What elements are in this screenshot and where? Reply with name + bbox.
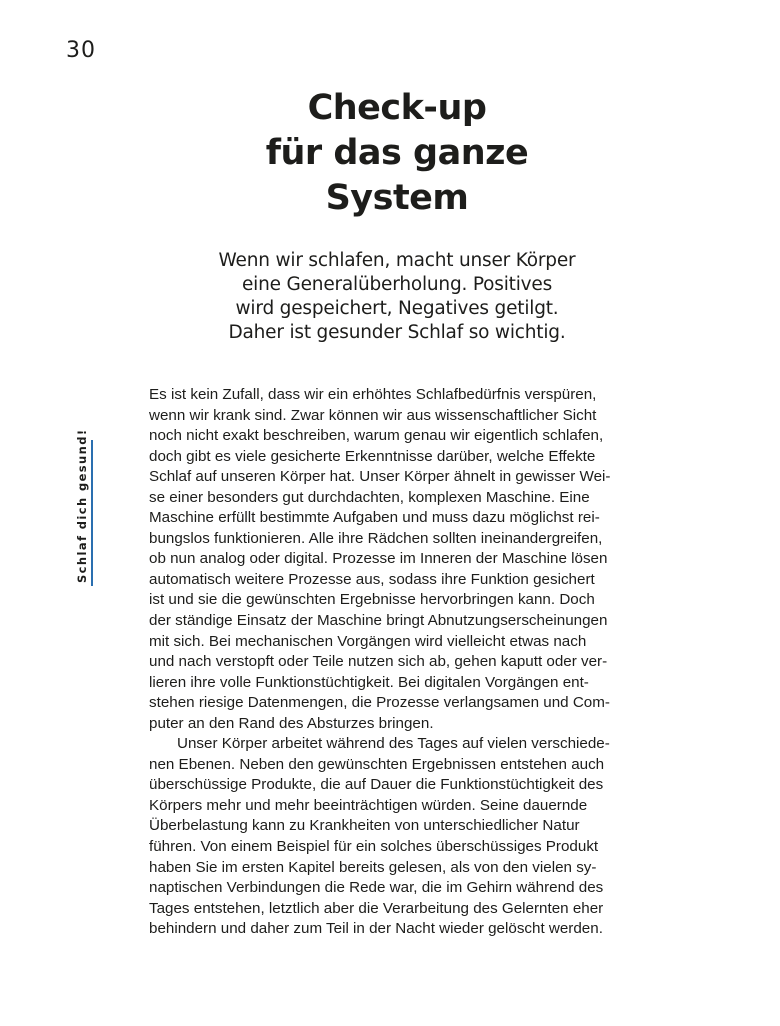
- running-head-sidebar: [72, 428, 92, 586]
- body-line: doch gibt es viele gesicherte Erkenntnisse darüber, welche Effekte: [149, 447, 596, 465]
- chapter-title-line: für das ganze: [265, 133, 529, 173]
- body-line: haben Sie im ersten Kapitel bereits gelesen, als von den vielen sy-: [149, 858, 597, 876]
- lead-line: Wenn wir schlafen, macht unser Körper: [218, 250, 576, 271]
- body-line: nen Ebenen. Neben den gewünschten Ergebnissen entstehen auch: [149, 755, 605, 773]
- lead-line: wird gespeichert, Negatives getilgt.: [235, 298, 559, 319]
- body-line: überschüssige Produkte, die auf Dauer die Funktionstüchtigkeit des: [149, 776, 604, 794]
- body-line: wenn wir krank sind. Zwar können wir aus wissenschaftlicher Sicht: [149, 406, 597, 424]
- body-line: führen. Von einem Beispiel für ein solches überschüssiges Produkt: [149, 838, 599, 856]
- chapter-title-line: Check-up: [307, 88, 487, 128]
- page-number: 30: [66, 38, 96, 63]
- body-line: mit sich. Bei mechanischen Vorgängen wird vielleicht etwas nach: [149, 632, 587, 650]
- body-line: Schlaf auf unseren Körper hat. Unser Körper ähnelt in gewisser Wei-: [149, 468, 611, 486]
- lead-line: eine Generalüberholung. Positives: [241, 274, 553, 295]
- body-paragraph-1: [149, 385, 649, 734]
- body-line: ob nun analog oder digital. Prozesse im Inneren der Maschine lösen: [149, 550, 608, 568]
- body-line: Es ist kein Zufall, dass wir ein erhöhtes Schlafbedürfnis verspüren,: [149, 386, 597, 403]
- body-line: Unser Körper arbeitet während des Tages auf vielen verschiede-: [177, 735, 610, 753]
- body-line: puter an den Rand des Absturzes bringen.: [149, 714, 434, 732]
- body-line: noch nicht exakt beschreiben, warum genau wir eigentlich schlafen,: [149, 427, 604, 445]
- body-line: Maschine erfüllt bestimmte Aufgaben und muss dazu möglichst rei-: [149, 509, 600, 527]
- body-line: Tages entstehen, letztlich aber die Verarbeitung des Gelernten eher: [149, 899, 604, 917]
- chapter-title: [220, 86, 574, 221]
- body-line: und nach verstopft oder Teile nutzen sich ab, gehen kaputt oder ver-: [149, 653, 608, 671]
- body-line: se einer besonders gut durchdachten, komplexen Maschine. Eine: [149, 488, 590, 506]
- lead-paragraph: [196, 249, 598, 345]
- body-line: bungslos funktionieren. Alle ihre Rädchen sollten ineinandergreifen,: [149, 529, 603, 547]
- body-line: lieren ihre volle Funktionstüchtigkeit. Bei digitalen Vorgängen ent-: [149, 673, 589, 691]
- lead-line: Daher ist gesunder Schlaf so wichtig.: [228, 322, 566, 343]
- body-line: stehen riesige Datenmengen, die Prozesse verlangsamen und Com-: [149, 694, 610, 712]
- body-text: [149, 385, 649, 940]
- body-line: Körpers mehr und mehr beeinträchtigen würden. Seine dauernde: [149, 796, 588, 814]
- running-head-accent-rule: [91, 440, 93, 586]
- running-head-text: Schlaf dich gesund!: [75, 428, 89, 583]
- body-line: automatisch weitere Prozesse aus, sodass ihre Funktion gesichert: [149, 570, 595, 588]
- body-paragraph-2: [149, 734, 649, 939]
- body-line: der ständige Einsatz der Maschine bringt Abnutzungserscheinungen: [149, 612, 608, 630]
- body-line: behindern und daher zum Teil in der Nacht wieder gelöscht werden.: [149, 920, 603, 938]
- body-line: naptischen Verbindungen die Rede war, die im Gehirn während des: [149, 879, 604, 897]
- body-line: ist und sie die gewünschten Ergebnisse hervorbringen kann. Doch: [149, 591, 595, 609]
- body-line: Überbelastung kann zu Krankheiten von unterschiedlicher Natur: [149, 817, 580, 835]
- chapter-title-line: System: [325, 178, 469, 218]
